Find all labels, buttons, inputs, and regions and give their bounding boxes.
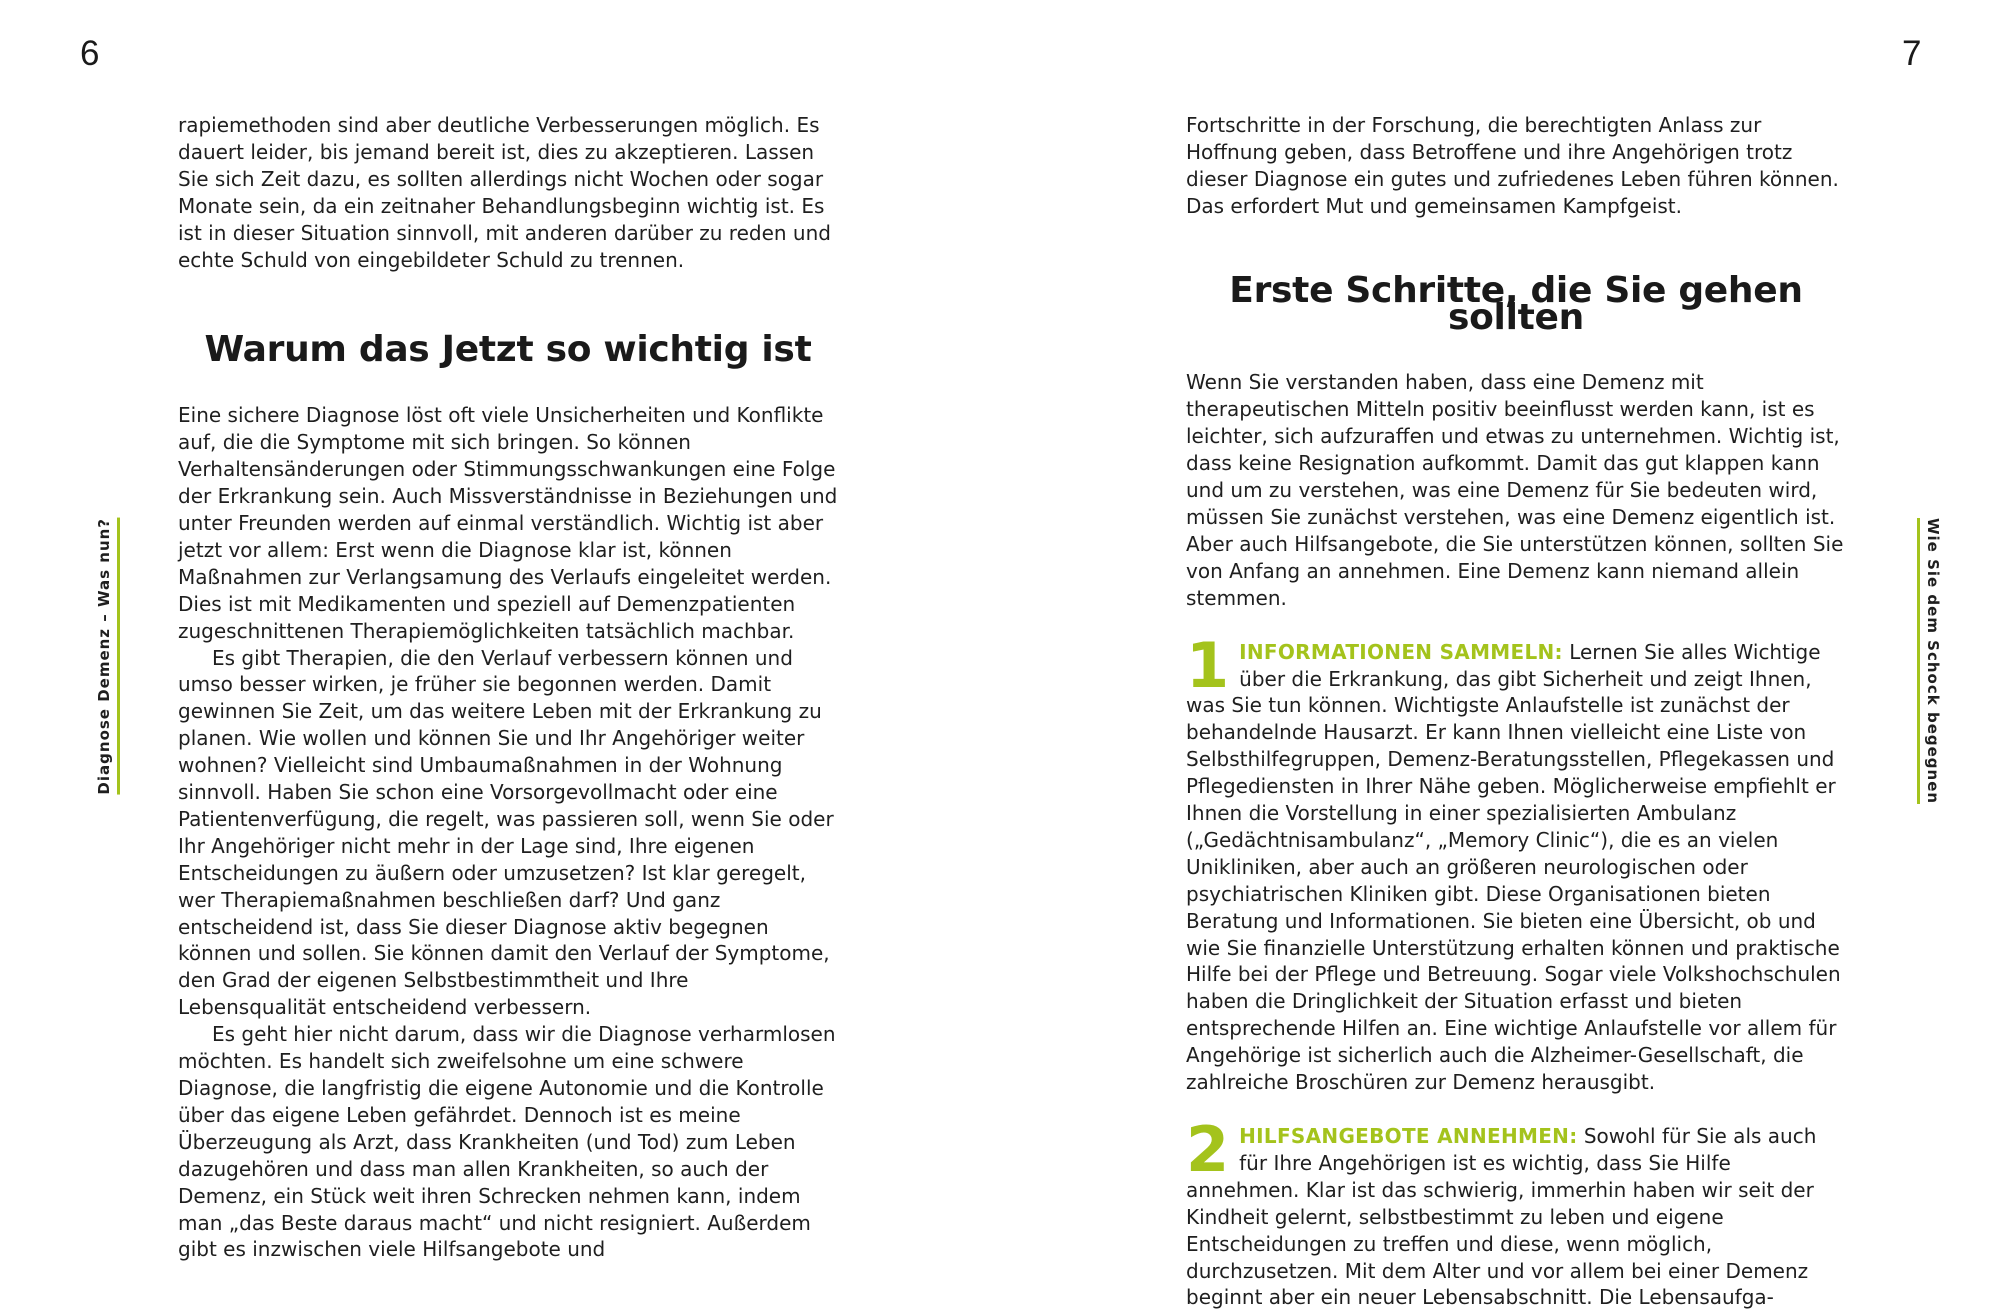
section-heading-right: Erste Schritte, die Sie gehen sollten	[1229, 269, 1803, 338]
step-keyword-1: INFORMATIONEN SAMMELN:	[1239, 639, 1563, 664]
left-intro-paragraph: rapiemethoden sind aber deutliche Verbesserungen möglich. Es dauert leider, bis jemand bereit ist, dies zu akzeptieren. Lassen Sie sich Zeit dazu, es sollten allerdings nicht Wochen oder sogar Monate sein, da ein zeitnaher Behandlungsbeginn wichtig ist. Es ist in dieser Situation sinnvoll, mit anderen darüber zu reden und echte Schuld von eingebildeter Schuld zu trennen.	[178, 113, 831, 272]
step-text-1: Lernen Sie alles Wichtige über die Erkrankung, das gibt Sicherheit und zeigt Ihnen, was Sie tun können. Wichtigste Anlaufstelle ist zunächst der behandelnde Hausarzt. Er kann Ihnen vielleicht eine Liste von Selbsthilfegruppen, Demenz-Beratungsstellen, Pflegekassen und Pflegediensten in Ihrer Nähe geben. Möglicherweise empfiehlt er Ihnen die Vorstellung in einer spezialisierten Ambulanz („Gedächtnisambulanz“, „Memory Clinic“), die es an vielen Unikliniken, aber auch an größeren neurologischen oder psychiatrischen Kliniken gibt. Diese Organisationen bieten Beratung und Informationen. Sie bieten eine Übersicht, ob und wie Sie finanzielle Unterstützung erhalten können und praktische Hilfe bei der Pflege und Betreuung. Sogar viele Volkshochschulen haben die Dringlichkeit der Situation erfasst und bieten entsprechende Hilfen an. Eine wichtige Anlaufstelle vor allem für Angehörige ist sicherlich auch die Alzheimer-Gesellschaft, die zahlreiche Broschüren zur Demenz herausgibt.	[1186, 639, 1841, 1095]
left-paragraph-2: Es gibt Therapien, die den Verlauf verbessern können und umso besser wirken, je früher sie begonnen werden. Damit gewinnen Sie Zeit, um das weitere Leben mit der Erkrankung zu planen. Wie wollen und können Sie und Ihr Angehöriger weiter wohnen? Vielleicht sind Umbaumaßnahmen in der Wohnung sinnvoll. Haben Sie schon eine Vorsorgevollmacht oder eine Patientenverfügung, die regelt, was passieren soll, wenn Sie oder Ihr Angehöriger nicht mehr in der Lage sind, Ihre eigenen Entscheidungen zu äußern oder umzusetzen? Ist klar geregelt, wer Therapiemaßnahmen beschließen darf? Und ganz entscheidend ist, dass Sie dieser Diagnose aktiv begegnen können und sollen. Sie können damit den Verlauf der Symptome, den Grad der eigenen Selbstbestimmtheit und Ihre Lebensqualität entscheidend verbessern.	[178, 645, 834, 1020]
left-paragraph-3: Es geht hier nicht darum, dass wir die Diagnose verharmlosen möchten. Es handelt sich zweifelsohne um eine schwere Diagnose, die langfristig die eigene Autonomie und die Kontrolle über das eigene Leben gefährdet. Dennoch ist es meine Überzeugung als Arzt, dass Krankheiten (und Tod) zum Leben dazugehören und dass man allen Krankheiten, so auch der Demenz, ein Stück weit ihren Schrecken nehmen kann, indem man „das Beste daraus macht“ und nicht resigniert. Außerdem gibt es inzwischen viele Hilfsangebote und	[178, 1022, 836, 1262]
page-number-left: 6	[80, 34, 100, 73]
step-keyword-2: HILFSANGEBOTE ANNEHMEN:	[1239, 1124, 1578, 1148]
step-number-1: 1	[1186, 628, 1230, 702]
side-tab-left: Diagnose Demenz – Was nun?	[95, 518, 120, 795]
left-page-column	[178, 112, 838, 1263]
step-number-2: 2	[1186, 1113, 1230, 1186]
section-heading-left: Warum das Jetzt so wichtig ist	[204, 329, 812, 371]
step-text-2: Sowohl für Sie als auch für Ihre Angehörigen ist es wichtig, dass Sie Hilfe annehmen. Klar ist das schwierig, immerhin haben wir seit der Kindheit gelernt, selbstbestimmt zu leben und eigene Entscheidungen zu treffen und diese, wenn möglich, durchzusetzen. Mit dem Alter und vor allem bei einer Demenz beginnt aber ein neuer Lebensabschnitt. Die Lebensaufga-	[1186, 1124, 1817, 1310]
right-intro-paragraph: Fortschritte in der Forschung, die berechtigten Anlass zur Hoffnung geben, dass Betroffene und ihre Angehörigen trotz dieser Diagnose ein gutes und zufriedenes Leben führen können. Das erfordert Mut und gemeinsamen Kampfgeist.	[1186, 113, 1839, 218]
page-number-right: 7	[1902, 34, 1922, 73]
right-page-column	[1186, 112, 1846, 1311]
right-paragraph: Wenn Sie verstanden haben, dass eine Demenz mit therapeutischen Mitteln positiv beeinflusst werden kann, ist es leichter, sich aufzuraffen und etwas zu unternehmen. Wichtig ist, dass keine Resignation aufkommt. Damit das gut klappen kann und um zu verstehen, was eine Demenz für Sie bedeuten wird, müssen Sie zunächst verstehen, was eine Demenz eigentlich ist. Aber auch Hilfsangebote, die Sie unterstützen können, sollten Sie von Anfang an annehmen. Eine Demenz kann niemand allein stemmen.	[1186, 370, 1844, 610]
step-1	[1186, 628, 1846, 1096]
left-paragraph-1: Eine sichere Diagnose löst oft viele Unsicherheiten und Konflikte auf, die die Symptome mit sich bringen. So können Verhaltensänderungen oder Stimmungsschwankungen eine Folge der Erkrankung sein. Auch Missverständnisse in Beziehungen und unter Freunden werden auf einmal verständlich. Wichtig ist aber jetzt vor allem: Erst wenn die Diagnose klar ist, können Maßnahmen zur Verlangsamung des Verlaufs eingeleitet werden. Dies ist mit Medikamenten und speziell auf Demenzpatienten zugeschnittenen Therapiemöglichkeiten tatsächlich machbar.	[178, 403, 838, 643]
step-2	[1186, 1113, 1846, 1311]
side-tab-right: Wie Sie dem Schock begegnen	[1917, 518, 1942, 804]
